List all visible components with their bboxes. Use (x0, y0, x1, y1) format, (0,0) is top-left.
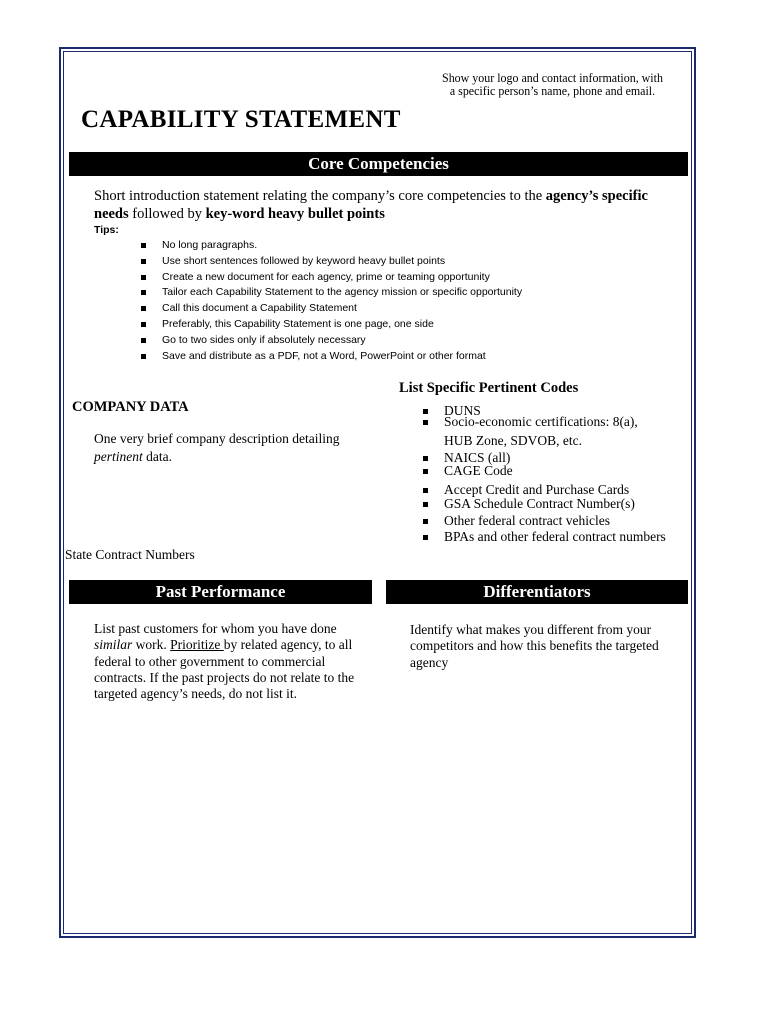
tip-text: Go to two sides only if absolutely necessary (162, 333, 366, 346)
code-text: DUNS (444, 403, 481, 418)
bullet-icon (141, 354, 146, 359)
company-desc-text-2: data. (142, 449, 172, 464)
intro-text-1: Short introduction statement relating the company’s core competencies to the (94, 188, 546, 204)
intro-bold-2: key-word heavy bullet points (205, 206, 385, 222)
past-text-3: by related agency, to all federal to other government to commercial contracts. If the past projects do not relate to the targeted agency’s needs, do not list it. (94, 637, 355, 702)
bullet-icon (141, 322, 146, 327)
bullet-icon (141, 275, 146, 280)
intro-text-2: followed by (128, 206, 206, 222)
contact-instructions (421, 71, 683, 97)
tip-text: Create a new document for each agency, prime or teaming opportunity (162, 270, 490, 283)
past-performance-text (94, 621, 369, 702)
past-performance-heading: Past Performance (69, 580, 372, 604)
past-text-1: List past customers for whom you have done (94, 621, 337, 636)
tip-text: Preferably, this Capability Statement is one page, one side (162, 317, 434, 330)
code-item (422, 414, 666, 433)
tip-item (138, 333, 522, 349)
tip-text: Save and distribute as a PDF, not a Word, PowerPoint or other format (162, 349, 486, 362)
contact-line-1: Show your logo and contact information, with (442, 70, 663, 85)
code-text: Accept Credit and Purchase Cards (444, 482, 630, 497)
bullet-icon (141, 259, 146, 264)
core-intro (94, 187, 684, 223)
code-item (422, 463, 666, 482)
bullet-icon (423, 420, 428, 425)
code-text: CAGE Code (444, 463, 513, 478)
tip-item (138, 285, 522, 301)
code-item-continuation (422, 433, 666, 450)
tip-text: Tailor each Capability Statement to the agency mission or specific opportunity (162, 286, 523, 299)
tip-text: No long paragraphs. (162, 239, 258, 251)
code-text: Socio-economic certifications: 8(a), (444, 414, 638, 429)
code-item (422, 513, 666, 529)
bullet-icon (423, 456, 428, 461)
tip-item (138, 317, 522, 333)
tip-text: Call this document a Capability Statement (162, 302, 357, 315)
codes-list (422, 403, 666, 545)
code-text: NAICS (all) (444, 450, 511, 465)
bullet-icon (423, 469, 428, 474)
bullet-icon (141, 338, 146, 343)
code-item (422, 482, 666, 496)
code-item (422, 450, 666, 463)
code-text: BPAs and other federal contract numbers (444, 529, 666, 544)
company-desc-italic: pertinent (94, 449, 143, 464)
bullet-icon (423, 488, 428, 493)
code-text: HUB Zone, SDVOB, etc. (444, 433, 582, 448)
bullet-icon (423, 502, 428, 507)
intro-bold-1: agency’s specific needs (94, 188, 648, 222)
tip-item (138, 254, 522, 270)
tips-label: Tips: (94, 224, 119, 236)
company-description (94, 430, 364, 466)
code-item (422, 529, 666, 545)
code-item (422, 496, 666, 513)
state-contract-numbers: State Contract Numbers (65, 547, 195, 562)
tip-item (138, 349, 522, 365)
company-data-heading: COMPANY DATA (72, 399, 189, 415)
differentiators-heading: Differentiators (386, 580, 688, 604)
past-text-italic: similar (94, 637, 133, 653)
tip-item (138, 238, 522, 254)
bullet-icon (141, 306, 146, 311)
tips-list (138, 238, 522, 364)
code-item (422, 403, 666, 418)
tip-item (138, 270, 522, 286)
bullet-icon (423, 519, 428, 524)
code-text: Other federal contract vehicles (444, 513, 611, 528)
past-text-underline: Prioritize (170, 637, 224, 653)
bullet-icon (141, 243, 146, 248)
codes-heading: List Specific Pertinent Codes (399, 380, 579, 396)
document-title: CAPABILITY STATEMENT (81, 106, 401, 133)
contact-line-2: a specific person’s name, phone and email. (449, 83, 656, 98)
differentiators-text: Identify what makes you different from your competitors and how this benefits the targeted agency (410, 622, 659, 670)
company-desc-text-1: One very brief company description detailing (94, 431, 340, 446)
bullet-icon (423, 535, 428, 540)
bullet-icon (141, 290, 146, 295)
tip-item (138, 301, 522, 317)
code-text: GSA Schedule Contract Number(s) (444, 496, 635, 511)
tip-text: Use short sentences followed by keyword heavy bullet points (162, 254, 446, 267)
past-text-2: work. (132, 637, 171, 653)
core-competencies-heading: Core Competencies (69, 152, 688, 176)
